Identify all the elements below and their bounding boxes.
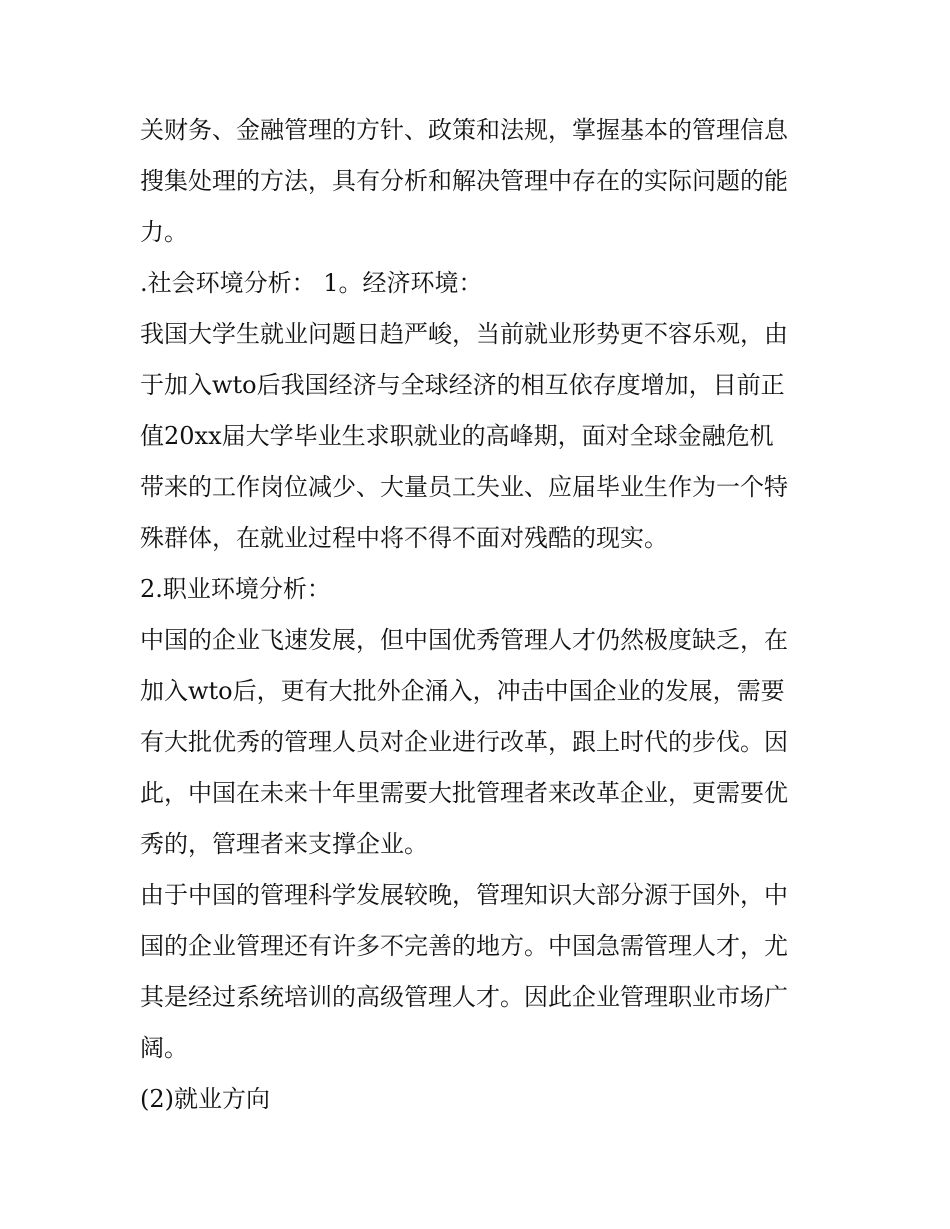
text-line: 加入wto后，更有大批外企涌入，冲击中国企业的发展，需要 [140,677,785,705]
text-line: 阔。 [140,1034,188,1062]
text-line: 我国大学生就业问题日趋严峻，当前就业形势更不容乐观，由 [140,320,788,348]
text-line: 秀的，管理者来支撑企业。 [140,830,428,858]
paragraph-management-knowledge [140,105,815,258]
paragraph-enterprise-development [140,615,815,870]
heading-social-environment [140,258,815,309]
text-line: 其是经过系统培训的高级管理人才。因此企业管理职业市场广 [140,983,788,1011]
text-line: 殊群体，在就业过程中将不得不面对残酷的现实。 [140,524,668,552]
text-line: 带来的工作岗位减少、大量员工失业、应届毕业生作为一个特 [140,473,788,501]
heading-career-environment [140,564,815,615]
document-body [140,105,815,1125]
paragraph-management-science [140,870,815,1074]
text-line: 由于中国的管理科学发展较晚，管理知识大部分源于国外，中 [140,881,788,909]
text-line: 搜集处理的方法，具有分析和解决管理中存在的实际问题的能 [140,167,788,195]
text-line: 此，中国在未来十年里需要大批管理者来改革企业，更需要优 [140,779,788,807]
text-line: .社会环境分析： 1。经济环境： [140,269,483,297]
text-line: (2)就业方向 [140,1085,270,1113]
text-line: 有大批优秀的管理人员对企业进行改革，跟上时代的步伐。因 [140,728,788,756]
text-line: 关财务、金融管理的方针、政策和法规，掌握基本的管理信息 [140,116,788,144]
heading-employment-direction [140,1074,815,1125]
text-line: 力。 [140,218,188,246]
text-line: 值20xx届大学毕业生求职就业的高峰期，面对全球金融危机 [140,422,774,450]
text-line: 国的企业管理还有许多不完善的地方。中国急需管理人才，尤 [140,932,788,960]
paragraph-economic-environment [140,309,815,564]
text-line: 2.职业环境分析： [140,575,331,603]
text-line: 于加入wto后我国经济与全球经济的相互依存度增加，目前正 [140,371,785,399]
text-line: 中国的企业飞速发展，但中国优秀管理人才仍然极度缺乏，在 [140,626,788,654]
